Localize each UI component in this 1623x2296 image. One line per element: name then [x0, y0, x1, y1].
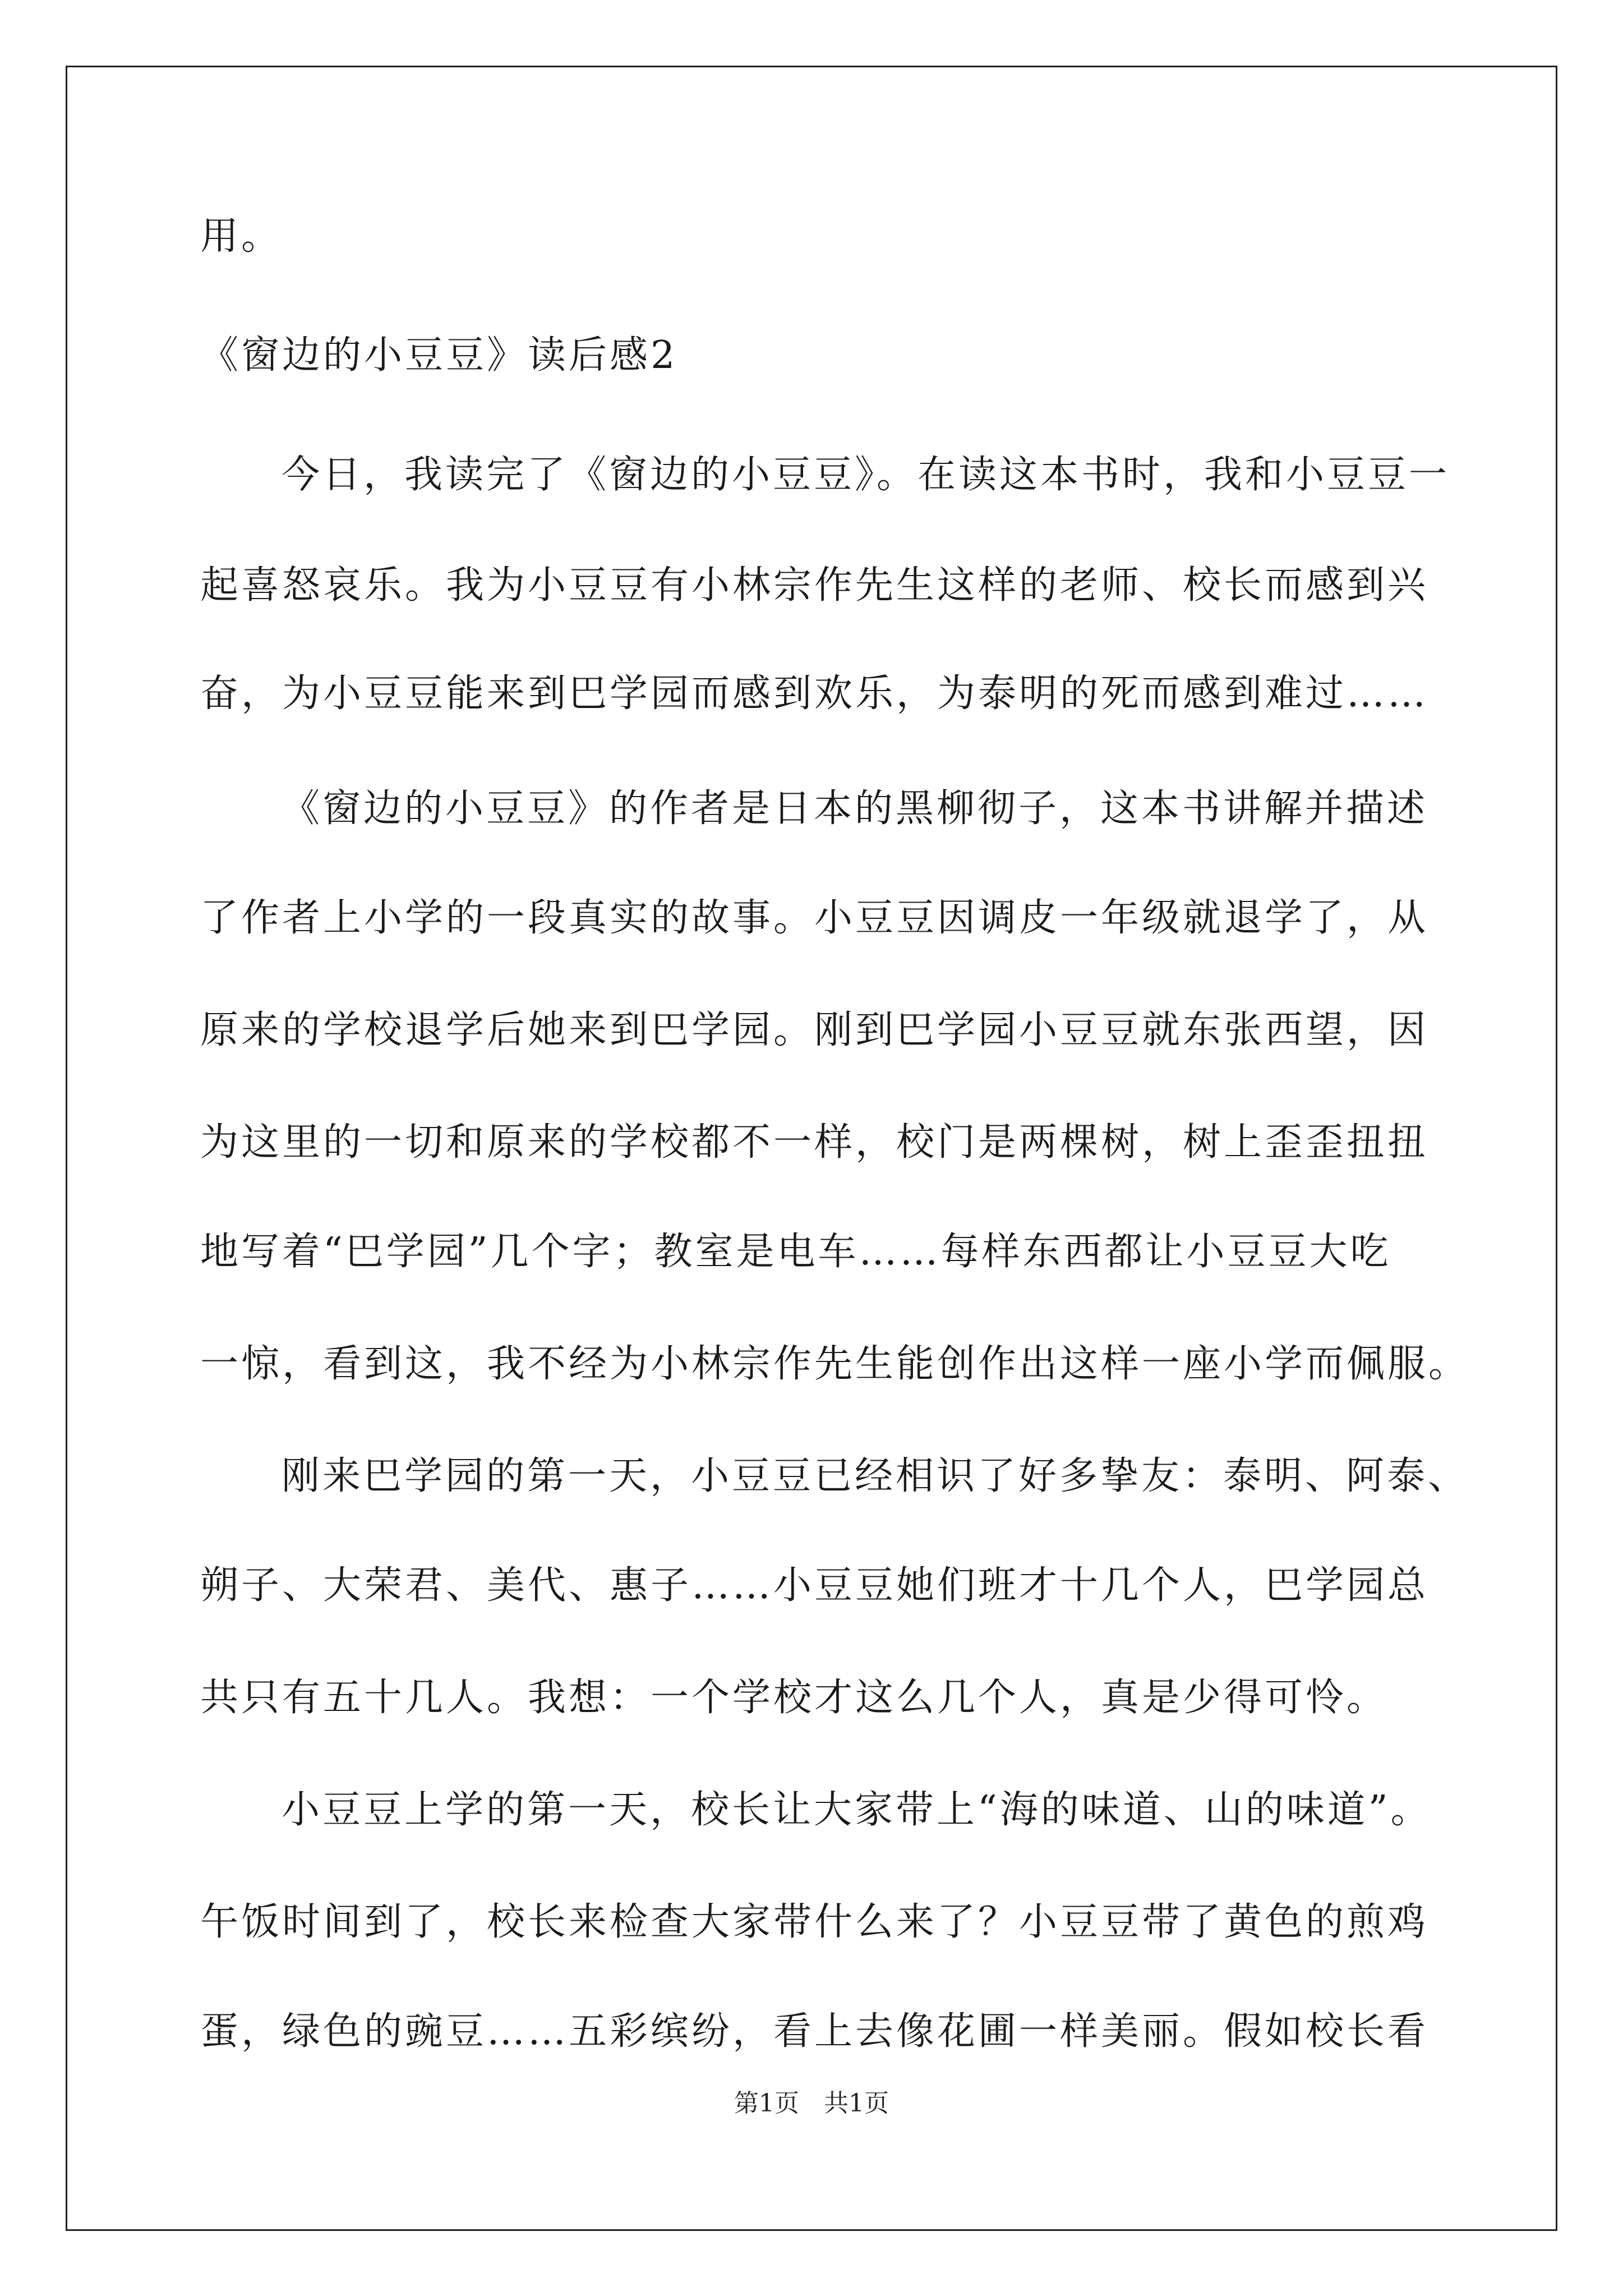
text-line-6: 《窗边的小豆豆》的作者是日本的黑柳彻子，这本书讲解并描述: [282, 786, 1428, 831]
text-line-16: 午饭时间到了，校长来检查大家带什么来了？小豆豆带了黄色的煎鸡: [200, 1900, 1429, 1944]
text-line-11: 一惊，看到这，我不经为小林宗作先生能创作出这样一座小学而佩服。: [200, 1342, 1470, 1386]
text-line-7: 了作者上小学的一段真实的故事。小豆豆因调皮一年级就退学了，从: [200, 896, 1429, 940]
page-footer: 第1页 共1页: [734, 2089, 889, 2118]
text-line-10: 地写着“巴学园”几个字；教室是电车……每样东西都让小豆豆大吃: [200, 1230, 1391, 1274]
section-heading: 《窗边的小豆豆》读后感2: [200, 333, 678, 378]
text-line-15: 小豆豆上学的第一天，校长让大家带上“海的味道、山的味道”。: [282, 1788, 1432, 1832]
text-line-17: 蛋，绿色的豌豆……五彩缤纷，看上去像花圃一样美丽。假如校长看: [200, 2009, 1429, 2054]
text-line-9: 为这里的一切和原来的学校都不一样，校门是两棵树，树上歪歪扭扭: [200, 1120, 1429, 1165]
text-line-14: 共只有五十几人。我想：一个学校才这么几个人，真是少得可怜。: [200, 1676, 1388, 1720]
text-line-4: 起喜怒哀乐。我为小豆豆有小林宗作先生这样的老师、校长而感到兴: [200, 563, 1429, 608]
text-line-8: 原来的学校退学后她来到巴学园。刚到巴学园小豆豆就东张西望，因: [200, 1008, 1429, 1052]
text-line-13: 朔子、大荣君、美代、惠子……小豆豆她们班才十几个人，巴学园总: [200, 1563, 1429, 1608]
text-line-12: 刚来巴学园的第一天，小豆豆已经相识了好多挚友：泰明、阿泰、: [282, 1454, 1469, 1498]
text-line-5: 奋，为小豆豆能来到巴学园而感到欢乐，为泰明的死而感到难过……: [200, 671, 1429, 716]
text-line-3: 今日，我读完了《窗边的小豆豆》。在读这本书时，我和小豆豆一: [282, 453, 1450, 497]
text-line-1: 用。: [200, 214, 283, 259]
